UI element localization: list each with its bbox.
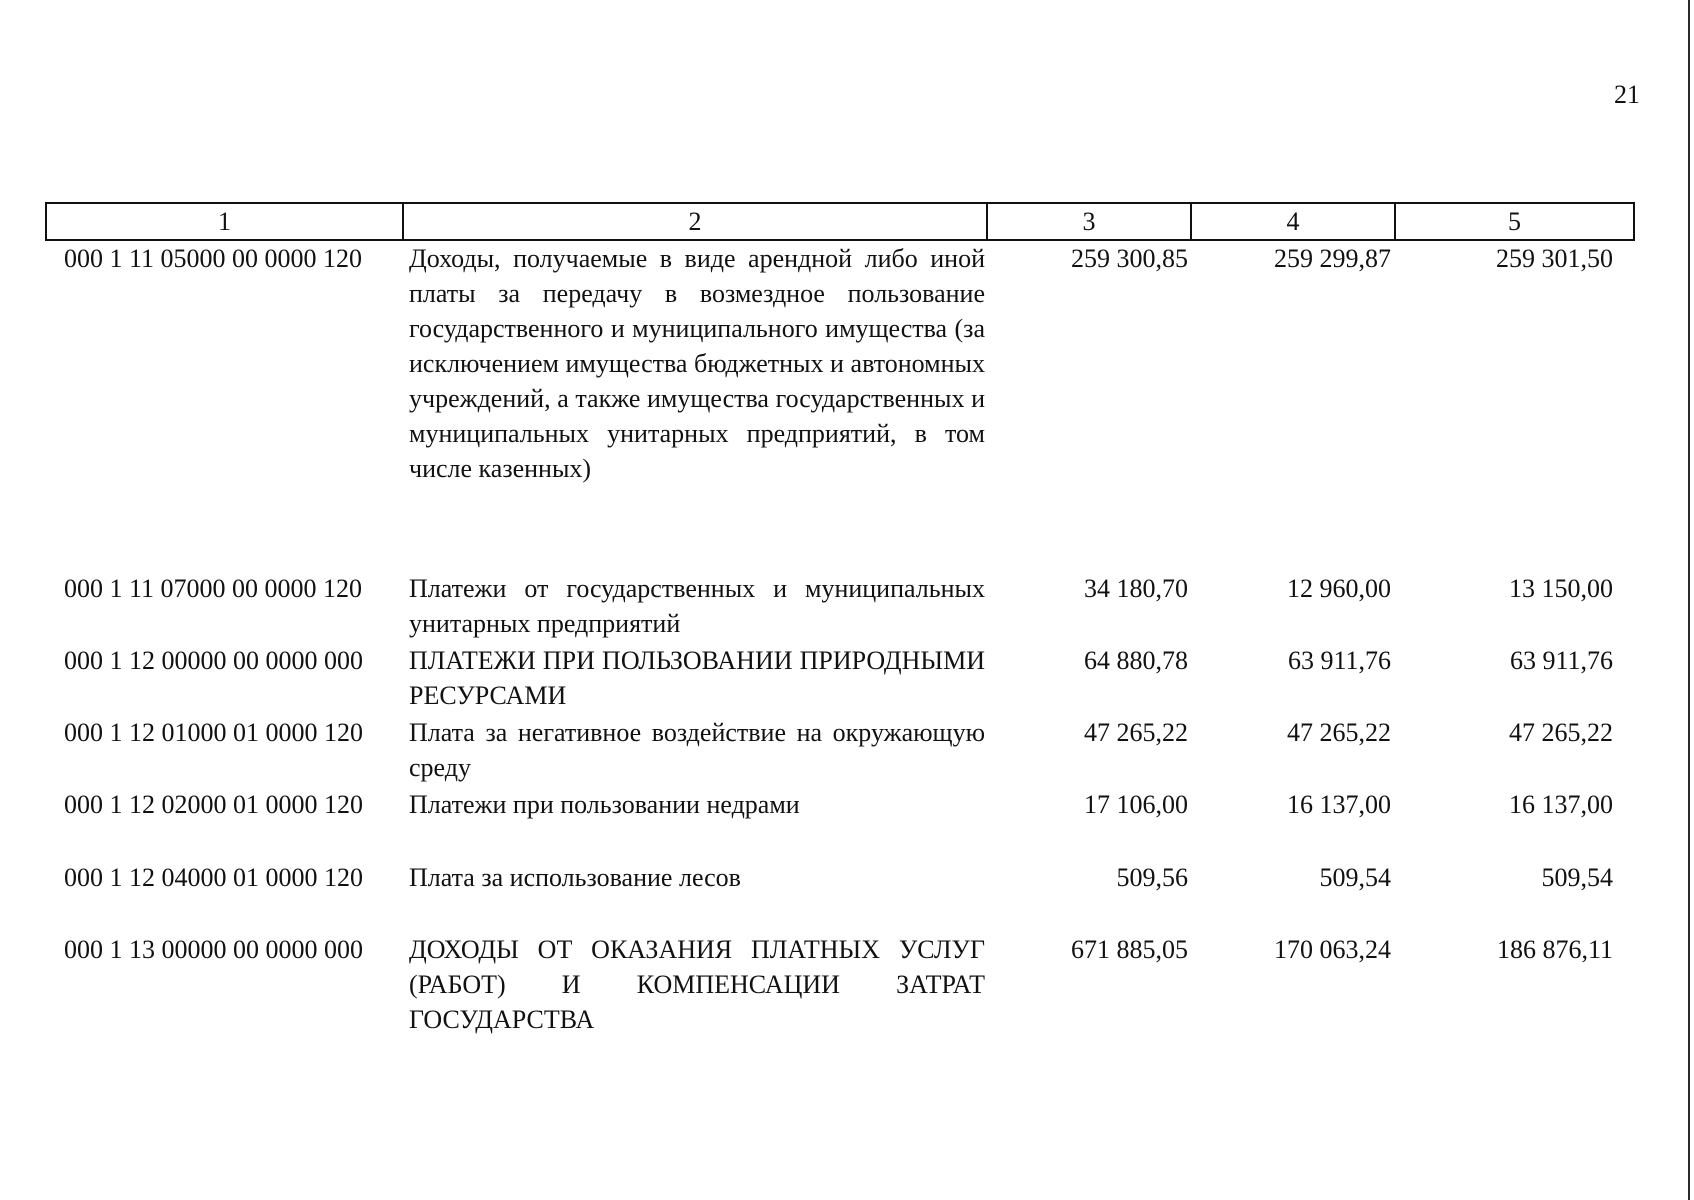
amount-col-4: 16 137,00: [1287, 790, 1391, 819]
amount-col-3: 509,56: [1116, 863, 1188, 892]
amount-col-4: 509,54: [1319, 863, 1391, 892]
amount-col-3: 671 885,05: [1071, 935, 1188, 964]
revenue-description: Платежи от государственных и муниципальных унитарных предприятий: [409, 574, 985, 638]
table-row: [46, 571, 1634, 643]
amount-col-4: 12 960,00: [1287, 574, 1391, 603]
budget-code: 000 1 12 01000 01 0000 120: [64, 718, 363, 747]
budget-code: 000 1 12 02000 01 0000 120: [64, 790, 363, 819]
table-row: [46, 787, 1634, 860]
amount-col-4: 47 265,22: [1287, 718, 1391, 747]
header-col-1: 1: [46, 203, 403, 240]
revenue-description: ДОХОДЫ ОТ ОКАЗАНИЯ ПЛАТНЫХ УСЛУГ (РАБОТ) И КОМПЕНСАЦИИ ЗАТРАТ ГОСУДАРСТВА: [409, 935, 985, 1034]
budget-code: 000 1 12 04000 01 0000 120: [64, 863, 363, 892]
page-number: 21: [1614, 80, 1640, 109]
table-row: [46, 860, 1634, 932]
amount-col-5: 63 911,76: [1509, 646, 1613, 675]
budget-revenue-table: [45, 202, 1635, 1042]
table-body: [46, 240, 1634, 1042]
scan-edge-line: [1688, 0, 1690, 1200]
budget-code: 000 1 13 00000 00 0000 000: [64, 935, 363, 964]
header-col-5: 5: [1395, 203, 1634, 240]
amount-col-4: 170 063,24: [1274, 935, 1391, 964]
revenue-description: ПЛАТЕЖИ ПРИ ПОЛЬЗОВАНИИ ПРИРОДНЫМИ РЕСУРСАМИ: [409, 646, 985, 710]
header-col-2: 2: [403, 203, 987, 240]
amount-col-3: 47 265,22: [1084, 718, 1188, 747]
revenue-description: Доходы, получаемые в виде арендной либо иной платы за передачу в возмездное пользование государственного и муниципального имущества (за исключением имущества бюджетных и автономных учреждений, а также имущества государственных и муниципальных унитарных предприятий, в том числе казенных): [409, 244, 985, 483]
budget-code: 000 1 11 07000 00 0000 120: [64, 574, 363, 603]
amount-col-5: 509,54: [1541, 863, 1613, 892]
header-col-3: 3: [987, 203, 1191, 240]
revenue-description: Плата за использование лесов: [409, 863, 741, 892]
amount-col-4: 259 299,87: [1274, 244, 1391, 273]
table-header: [46, 203, 1634, 240]
table-row: [46, 715, 1634, 787]
amount-col-3: 34 180,70: [1084, 574, 1188, 603]
amount-col-3: 64 880,78: [1084, 646, 1188, 675]
revenue-description: Платежи при пользовании недрами: [409, 790, 800, 819]
table-row: [46, 643, 1634, 715]
amount-col-5: 16 137,00: [1509, 790, 1613, 819]
amount-col-3: 259 300,85: [1071, 244, 1188, 273]
budget-code: 000 1 12 00000 00 0000 000: [64, 646, 363, 675]
amount-col-5: 259 301,50: [1496, 244, 1613, 273]
amount-col-5: 47 265,22: [1509, 718, 1613, 747]
amount-col-5: 13 150,00: [1509, 574, 1613, 603]
revenue-description: Плата за негативное воздействие на окружающую среду: [409, 718, 985, 782]
header-col-4: 4: [1191, 203, 1395, 240]
table-row: [46, 932, 1634, 1042]
budget-code: 000 1 11 05000 00 0000 120: [64, 244, 363, 273]
amount-col-3: 17 106,00: [1084, 790, 1188, 819]
amount-col-4: 63 911,76: [1287, 646, 1391, 675]
header-row: [46, 203, 1634, 240]
amount-col-5: 186 876,11: [1496, 935, 1613, 964]
table-row: [46, 240, 1634, 571]
